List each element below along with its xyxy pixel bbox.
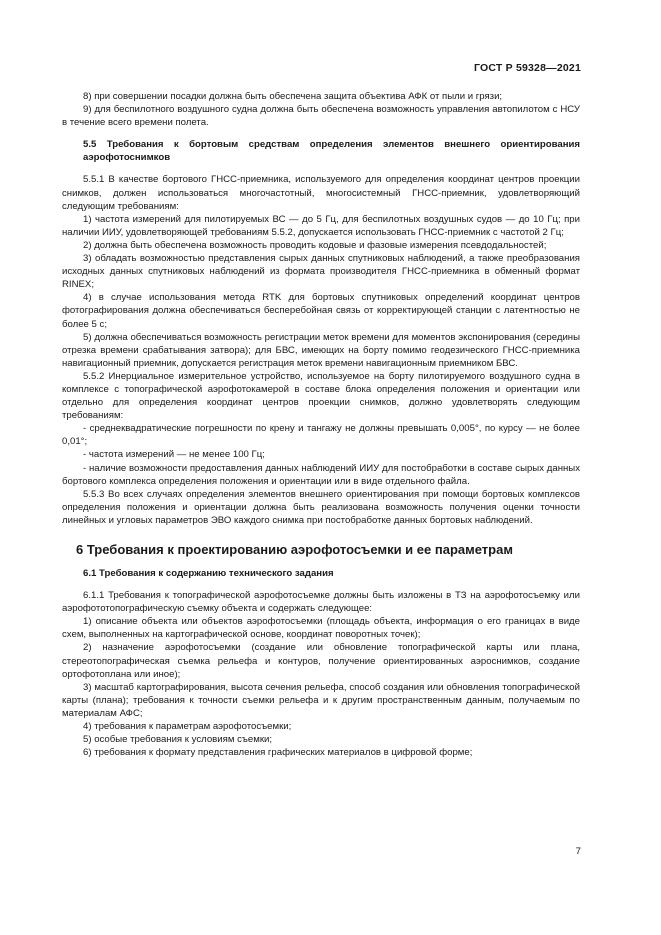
list-item-3: 3) масштаб картографирования, высота сечения рельефа, способ создания или обновления топографической карты (плана); требования к точности съемки рельефа и к другим пространственным данным, получаемым по материалам АФС; xyxy=(62,681,580,719)
list-item-5: 5) особые требования к условиям съемки; xyxy=(83,734,273,746)
clause-5-5-1: 5.5.1 В качестве бортового ГНСС-приемника, используемого для определения координат центров проекции снимков, должен использоваться многочастотный, многосистемный ГНСС-приемник, удовлетворяющий следующим требованиям: xyxy=(62,174,580,212)
clause-5-5-2: 5.5.2 Инерциальное измерительное устройство, используемое на борту пилотируемого воздушного судна в комплексе с топографической аэрофотокамерой в составе блока определения положения и ориентации или отдельно для определения координат центров проекции снимков, должно удовлетворять следующим требованиям: xyxy=(62,370,580,422)
dash-item: - наличие возможности предоставления данных наблюдений ИИУ для постобработки в составе сырых данных бортового комплекса определения положения и ориентации или в виде отдельного файла. xyxy=(62,462,580,487)
list-item-4: 4) в случае использования метода RTK для бортовых спутниковых определений координат центров фотографирования должна обеспечиваться бесперебойная связь от корректирующей станции с латентностью не более 5 с; xyxy=(62,292,580,330)
standard-header: ГОСТ Р 59328—2021 xyxy=(473,62,581,74)
section-heading-5-5: 5.5 Требования к бортовым средствам определения элементов внешнего ориентирования аэрофотоснимков xyxy=(83,139,580,164)
section-heading-6-1: 6.1 Требования к содержанию технического задания xyxy=(83,568,334,579)
page-number: 7 xyxy=(575,846,581,857)
list-item-6: 6) требования к формату представления графических материалов в цифровой форме; xyxy=(83,747,473,759)
section-heading-6: 6 Требования к проектированию аэрофотосъемки и ее параметрам xyxy=(76,542,513,557)
list-item-2: 2) назначение аэрофотосъемки (создание или обновление топографической карты или плана, стереотопографическая съемка рельефа и контуров, получение ориентированных аэроснимков, создание ортофотоплана или иное); xyxy=(62,642,580,680)
list-item-8: 8) при совершении посадки должна быть обеспечена защита объектива АФК от пыли и грязи; xyxy=(83,91,503,102)
clause-5-5-3: 5.5.3 Во всех случаях определения элементов внешнего ориентирования при помощи бортовых комплексов определения положения и ориентации должна быть реализована возможность получения оценки точности линейных и угловых параметров ЭВО каждого снимка при постобработке данных бортовых наблюдений. xyxy=(62,488,580,526)
list-item-1: 1) описание объекта или объектов аэрофотосъемки (площадь объекта, информация о его границах в виде схем, выполненных на картографической основе, координат поворотных точек); xyxy=(62,616,580,641)
list-item-9: 9) для беспилотного воздушного судна должна быть обеспечена возможность управления автопилотом с НСУ в течение всего времени полета. xyxy=(62,104,580,129)
dash-item: - частота измерений — не менее 100 Гц; xyxy=(83,449,265,461)
list-item-1: 1) частота измерений для пилотируемых ВС — до 5 Гц, для беспилотных воздушных судов — до 10 Гц; при наличии ИИУ, удовлетворяющей требованиям 5.5.2, допускается использовать ГНСС-приемник с частотой 2 Гц; xyxy=(62,213,580,238)
list-item-4: 4) требования к параметрам аэрофотосъемки; xyxy=(83,721,292,733)
document-body xyxy=(62,90,580,759)
dash-item: - среднеквадратические погрешности по крену и тангажу не должны превышать 0,005°, по курсу — не более 0,01°; xyxy=(62,423,580,448)
list-item-2: 2) должна быть обеспечена возможность проводить кодовые и фазовые измерения псевдодальностей; xyxy=(83,239,547,251)
list-item-5: 5) должна обеспечиваться возможность регистрации меток времени для моментов экспонирования (середины отрезка времени срабатывания затвора); для БВС, имеющих на борту помимо геодезического ГНСС-приемника навигационный приемник, допускается регистрация меток времени навигационным приемником БВС. xyxy=(62,331,580,369)
list-item-3: 3) обладать возможностью представления сырых данных спутниковых наблюдений, а также преобразования исходных данных спутниковых наблюдений из формата производителя ГНСС-приемника в обменный формат RINEX; xyxy=(62,253,580,291)
clause-6-1-1: 6.1.1 Требования к топографической аэрофотосъемке должны быть изложены в ТЗ на аэрофотосъемку или аэрофототопографическую съемку объекта и содержать следующее: xyxy=(62,590,580,615)
